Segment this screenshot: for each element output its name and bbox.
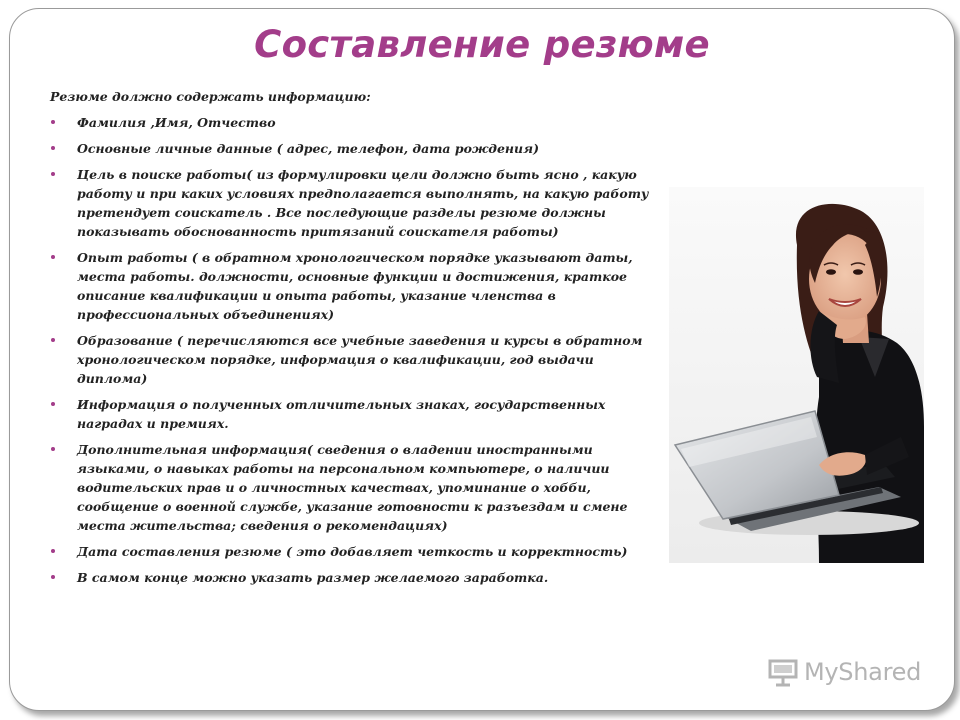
list-item: Образование ( перечисляются все учебные заведения и курсы в обратном хронологическом порядке, информация о квалификации, год выдачи диплома) [50,331,658,388]
list-item: Фамилия ,Имя, Отчество [50,113,658,132]
bullet-icon [51,120,55,124]
bullet-list [50,113,658,587]
photo-illustration [669,187,924,563]
list-item: Информация о полученных отличительных знаках, государственных наградах и премиях. [50,395,658,433]
bullet-icon [51,146,55,150]
bullet-icon [51,575,55,579]
list-item: Дополнительная информация( сведения о владении иностранными языками, о навыках работы на персональном компьютере, о наличии водительских прав и о личностных качествах, упоминание о хобби, сообщение о военной службе, указание готовности к разъездам и смене места жительства; сведения о рекомендациях) [50,440,658,535]
bullet-icon [51,338,55,342]
slide-title: Составление резюме [254,23,710,66]
myshared-logo [768,657,921,687]
bullet-icon [51,255,55,259]
list-item: В самом конце можно указать размер желаемого заработка. [50,568,658,587]
presentation-board-icon [768,657,798,687]
slide [9,8,955,711]
list-item: Цель в поиске работы( из формулировки цели должно быть ясно , какую работу и при каких условиях предполагается выполнять, на какую работу претендует соискатель . Все последующие разделы резюме должны показывать обоснованность притязаний соискателя работы) [50,165,658,241]
intro-text: Резюме должно содержать информацию: [50,89,371,104]
bullet-icon [51,172,55,176]
bullet-icon [51,549,55,553]
bullet-icon [51,447,55,451]
list-item: Опыт работы ( в обратном хронологическом порядке указывают даты, места работы. должности, основные функции и достижения, краткое описание квалификации и опыта работы, указание членства в профессиональных объединениях) [50,248,658,324]
woman-with-laptop-photo [669,187,924,563]
list-item: Основные личные данные ( адрес, телефон, дата рождения) [50,139,658,158]
list-item: Дата составления резюме ( это добавляет четкость и корректность) [50,542,658,561]
bullet-icon [51,402,55,406]
slide-content [50,87,658,594]
logo-text: MyShared [804,658,922,686]
